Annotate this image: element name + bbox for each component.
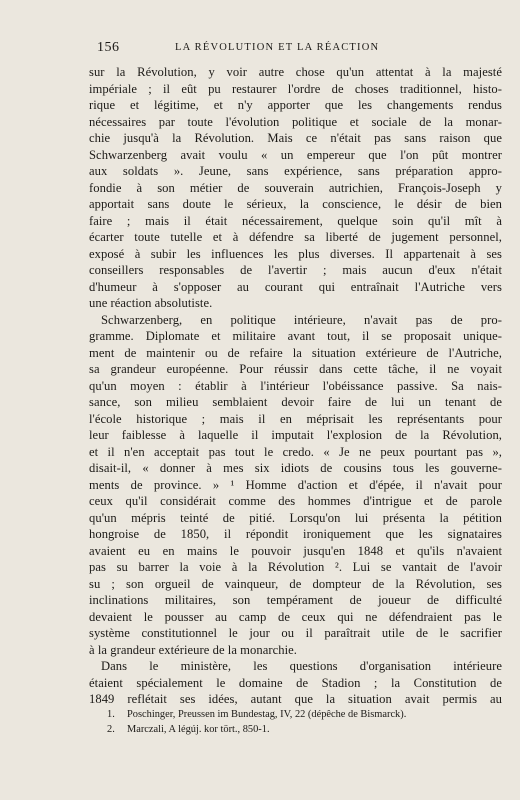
footnote-number: 1. xyxy=(107,709,115,720)
page-header xyxy=(97,40,497,56)
text-line: d'humeur à s'opposer au courant qui entraînait l'Autriche vers xyxy=(89,279,502,294)
text-line: exposé à subir les influences les plus diverses. Il appartenait à ses xyxy=(89,246,502,261)
text-line: impériale ; il eût pu restaurer l'ordre de choses traditionnel, histo- xyxy=(89,81,502,96)
text-line: ment de maintenir ou de refaire la situation extérieure de l'Autriche, xyxy=(89,345,502,360)
running-head: LA RÉVOLUTION ET LA RÉACTION xyxy=(175,42,380,53)
text-line: apportait sans doute le sérieux, la conscience, le désir de bien xyxy=(89,197,502,211)
text-line: nécessaires par toute l'évolution politique et sociale de la monar- xyxy=(89,114,502,129)
text-line: Schwarzenberg, en politique intérieure, n'avait pas de pro- xyxy=(101,312,502,327)
text-line: système constitutionnel le jour ou il paraîtrait utile de le sacrifier xyxy=(89,626,502,640)
text-line: rique et légitime, et n'y apporter que les changements rendus xyxy=(89,98,502,112)
footnote xyxy=(107,707,487,722)
text-line: qu'un mépris teinté de pitié. Lorsqu'on lui présenta la pétition xyxy=(89,510,502,525)
footnote-text: Marczali, A légúj. kor tört., 850-1. xyxy=(127,724,270,735)
footnotes xyxy=(107,707,487,737)
text-line: aux soldats ». Jeune, sans expérience, sans préparation appro- xyxy=(89,164,502,178)
text-line: sa grandeur européenne. Pour réussir dans cette tâche, il ne voyait xyxy=(89,362,502,376)
text-line: leur faiblesse à laquelle il imputait l'explosion de la Révolution, xyxy=(89,428,502,442)
text-line: devaient le pousser au camp de ceux qui ne défendraient pas le xyxy=(89,609,502,624)
text-line: inclinations militaires, son tempérament de joueur de difficulté xyxy=(89,593,502,607)
text-line: avaient eu en mains le pouvoir jusqu'en 1848 et qu'ils n'avaient xyxy=(89,543,502,558)
text-line: sance, son milieu semblaient devoir faire de lui un tenant de xyxy=(89,395,502,409)
text-line: gramme. Diplomate et militaire avant tout, il se proposait unique- xyxy=(89,329,502,343)
text-line: 1849 reflétait ses idées, autant que la situation avait permis au xyxy=(89,692,502,706)
text-line: l'école historique ; mais il en méprisait les représentants pour xyxy=(89,411,502,426)
text-line: su ; son orgueil de vainqueur, de dompteur de la Révolution, ses xyxy=(89,576,502,591)
body-text xyxy=(89,64,502,708)
text-line: disait-il, « donner à mes six idiots de cousins tous les gouverne- xyxy=(89,461,502,475)
text-line: écarter toute tutelle et à défendre sa liberté de jugement personnel, xyxy=(89,230,502,244)
text-line: fondie à son métier de souverain autrichien, François-Joseph y xyxy=(89,180,502,195)
text-line: pas su barrer la voie à la Révolution ². Lui se vantait de l'avoir xyxy=(89,560,502,574)
footnote-text: Poschinger, Preussen im Bundestag, IV, 22 (dépêche de Bismarck). xyxy=(127,709,407,720)
footnote xyxy=(107,722,487,737)
text-line: conseillers responsables de l'avertir ; mais aucun d'eux n'était xyxy=(89,263,502,277)
text-line: sur la Révolution, y voir autre chose qu'un attentat à la majesté xyxy=(89,65,502,79)
text-line: qu'un moyen : établir à l'intérieur l'obéissance passive. Sa nais- xyxy=(89,378,502,393)
text-line: une réaction absolutiste. xyxy=(89,296,213,310)
text-line: Schwarzenberg avait voulu « un empereur que l'on pût montrer xyxy=(89,147,502,162)
footnote-number: 2. xyxy=(107,724,115,735)
text-line: Dans le ministère, les questions d'organisation intérieure xyxy=(101,659,502,673)
text-line: ceux qu'il considérait comme des hommes d'intrigue et de parole xyxy=(89,494,502,508)
page-number: 156 xyxy=(97,40,120,55)
text-line: étaient spécialement le domaine de Stadion ; la Constitution de xyxy=(89,675,502,690)
text-line: à la grandeur extérieure de la monarchie. xyxy=(89,642,297,657)
text-line: ments de province. » ¹ Homme d'action et d'épée, il n'avait pour xyxy=(89,477,502,492)
text-line: hongroise de 1850, il répondit ironiquement que les signataires xyxy=(89,527,502,541)
text-line: chie jusqu'à la Révolution. Mais ce n'était pas sans raison que xyxy=(89,131,502,145)
text-line: faire ; mais il était nécessairement, quelque soin qu'il mît à xyxy=(89,213,502,228)
text-line: et il n'en acceptait pas tout le credo. « Je ne peux pourtant pas », xyxy=(89,444,502,459)
